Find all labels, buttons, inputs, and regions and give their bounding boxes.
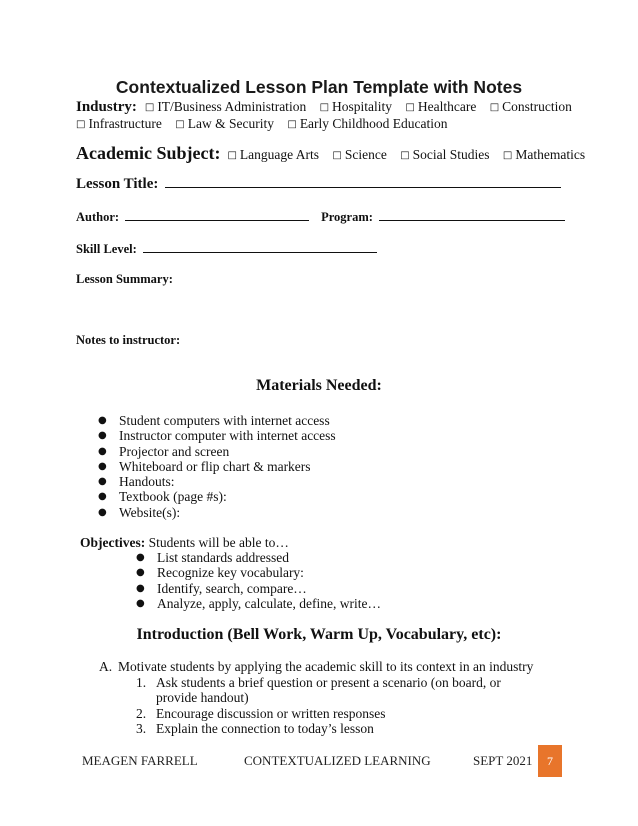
skill-level-row [76,240,377,258]
intro-step-3: Explain the connection to today’s lesson [156,721,374,736]
list-item: ● Student computers with internet access [98,413,330,428]
list-item: ● Handouts: [98,474,175,490]
bullet-icon: ● [98,491,107,503]
list-item: ● Website(s): [98,504,181,520]
introduction-heading: Introduction (Bell Work, Warm Up, Vocabulary, etc): [136,626,502,643]
industry-option-construction[interactable]: □ Construction [489,99,572,114]
bullet-icon: ● [136,582,145,594]
list-item: ● Whiteboard or flip chart & markers [98,458,311,474]
footer-date: SEPT 2021 [473,753,533,768]
bullet-icon: ● [98,506,107,518]
list-item: ● Recognize key vocabulary: [136,565,304,581]
bullet-icon: ● [98,430,107,442]
academic-subject-label: Academic Subject: [76,143,221,163]
list-item: ● Projector and screen [98,443,230,459]
bullet-icon: ● [136,567,145,579]
industry-option-it[interactable]: □ IT/Business Administration [144,99,307,114]
checkbox-icon: □ [332,150,342,161]
checkbox-icon: □ [489,102,500,113]
industry-option-early-childhood[interactable]: □ Early Childhood Education [287,116,448,131]
industry-label: Industry: [76,99,137,115]
industry-row-2 [76,116,448,132]
bullet-icon: ● [98,415,107,426]
list-item: ● Instructor computer with internet access [98,428,336,444]
list-item: ● Identify, search, compare… [136,580,307,596]
intro-step-1-line2: provide handout) [156,690,249,705]
subject-option-language-arts[interactable]: □ Language Arts [227,147,320,162]
bullet-icon: ● [98,445,107,457]
checkbox-icon: □ [76,119,86,130]
bullet-icon: ● [98,476,107,488]
lesson-title-row [76,175,561,193]
intro-item-a: Motivate students by applying the academic skill to its context in an industry [118,659,534,674]
program-label: Program: [321,210,373,224]
industry-option-infrastructure[interactable]: □ Infrastructure [76,116,162,131]
list-marker-3: 3. [136,721,147,736]
objectives-row [80,535,289,551]
author-label: Author: [76,210,120,224]
materials-list [98,413,336,520]
checkbox-icon: □ [175,119,185,130]
subject-option-science[interactable]: □ Science [332,147,387,162]
bullet-icon: ● [136,552,145,563]
skill-level-label: Skill Level: [76,242,137,256]
checkbox-icon: □ [502,150,513,161]
industry-option-healthcare[interactable]: □ Healthcare [405,99,477,114]
objectives-list [136,550,381,611]
checkbox-icon: □ [405,102,415,113]
checkbox-icon: □ [227,150,237,161]
list-marker-1: 1. [136,675,147,690]
checkbox-icon: □ [400,150,410,161]
checkbox-icon: □ [144,102,155,113]
page-title: Contextualized Lesson Plan Template with Notes [115,77,523,97]
industry-option-hospitality[interactable]: □ Hospitality [319,99,393,114]
list-item: ● Textbook (page #s): [98,489,227,505]
objectives-intro: Students will be able to… [148,535,289,550]
intro-step-2: Encourage discussion or written responses [156,706,386,721]
lesson-title-field[interactable] [165,175,561,188]
subject-option-social-studies[interactable]: □ Social Studies [400,147,490,162]
industry-option-law-security[interactable]: □ Law & Security [175,116,274,131]
list-marker-a: A. [99,659,113,674]
lesson-title-label: Lesson Title: [76,176,159,192]
list-marker-2: 2. [136,706,147,721]
academic-subject-row [76,143,585,164]
objectives-label: Objectives: [80,535,146,550]
checkbox-icon: □ [319,102,330,113]
intro-step-1-line1: Ask students a brief question or present a scenario (on board, or [156,675,501,690]
bullet-icon: ● [98,460,107,472]
author-program-row [76,208,565,226]
industry-options-line1 [145,99,572,114]
footer-author: MEAGEN FARRELL [82,753,198,768]
author-field[interactable] [125,208,309,221]
subject-option-mathematics[interactable]: □ Mathematics [502,147,586,162]
page-number-badge: 7 [538,745,562,777]
lesson-summary-label: Lesson Summary: [76,272,173,286]
industry-row-1 [76,98,572,116]
list-item: ● Analyze, apply, calculate, define, write… [136,595,382,611]
skill-level-field[interactable] [143,240,377,253]
materials-heading: Materials Needed: [256,377,382,394]
footer-center: CONTEXTUALIZED LEARNING [244,753,431,768]
checkbox-icon: □ [287,119,297,130]
notes-to-instructor-label: Notes to instructor: [76,333,181,347]
list-item: ● List standards addressed [136,550,289,565]
bullet-icon: ● [136,597,145,609]
program-field[interactable] [379,208,565,221]
